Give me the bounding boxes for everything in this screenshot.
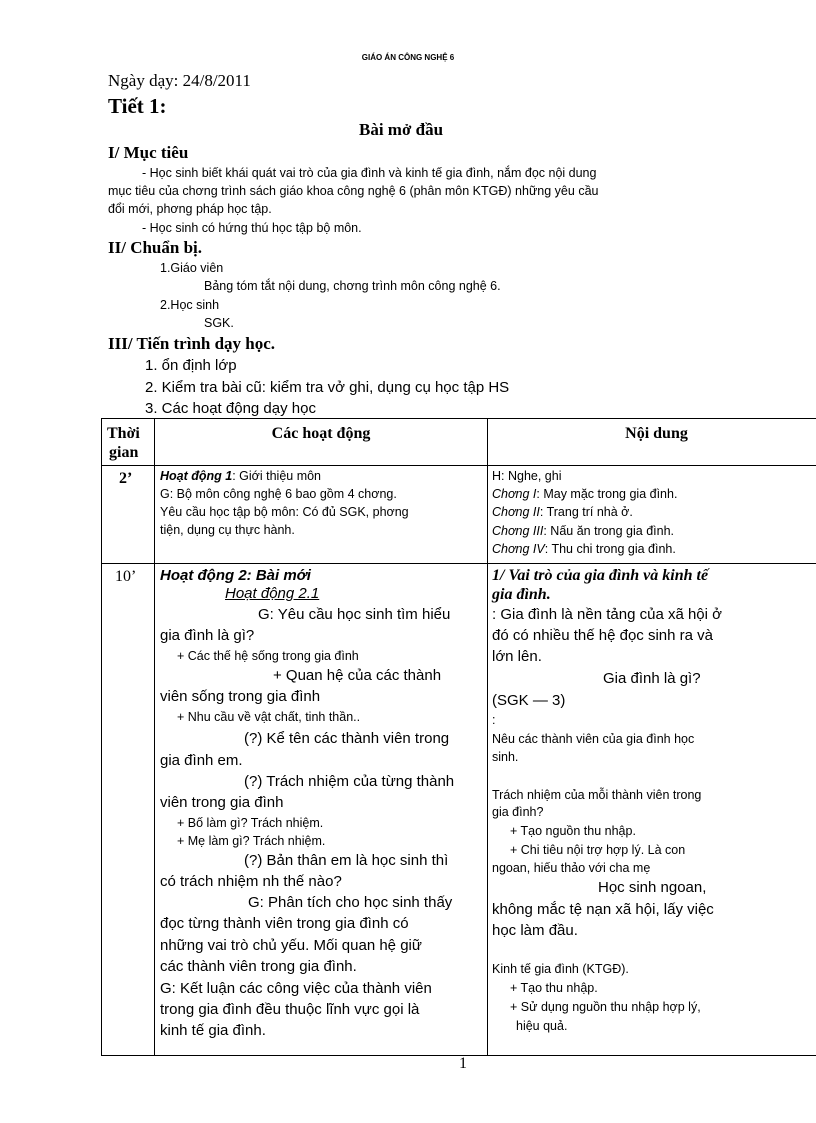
row2-content-line: Học sinh ngoan, (598, 879, 707, 896)
row2-content-line: Nêu các thành viên của gia đình học (492, 732, 695, 746)
lesson-number: Tiết 1: (108, 94, 167, 118)
row1-activity-line: tiện, dụng cụ thực hành. (160, 523, 295, 537)
section-objectives-heading: I/ Mục tiêu (108, 143, 189, 162)
page-number: 1 (459, 1055, 467, 1072)
prep-student-detail: SGK. (204, 316, 234, 330)
table-row (102, 466, 816, 564)
row1-content-line: H: Nghe, ghi (492, 469, 562, 483)
table-header-row (102, 419, 816, 466)
objective-line: mục tiêu của chơng trình sách giáo khoa công nghệ 6 (phân môn KTGĐ) những yêu cầu (108, 184, 599, 198)
header-time-cell (102, 419, 155, 466)
row2-activity-line: gia đình em. (160, 752, 243, 769)
row2-activity-line: viên sống trong gia đình (160, 688, 321, 705)
row2-activity-line: viên trong gia đình (160, 794, 284, 811)
page-header: GIÁO ÁN CÔNG NGHỆ 6 (361, 53, 455, 62)
row2-activity-line: kinh tế gia đình. (160, 1022, 266, 1039)
header-time-label: Thời (107, 425, 140, 442)
row2-activity-cell (155, 564, 488, 1056)
header-content-cell (488, 419, 816, 466)
row2-activity-line: các thành viên trong gia đình. (160, 958, 357, 975)
row2-activity-line: (?) Trách nhiệm của từng thành (244, 773, 455, 790)
row2-time-cell (102, 564, 155, 1056)
row1-activity-line: G: Bộ môn công nghệ 6 bao gồm 4 chơng. (160, 487, 397, 501)
row2-content-line: : (492, 713, 496, 727)
row2-content-line: + Chi tiêu nội trợ hợp lý. Là con (510, 843, 686, 857)
row2-content-line: + Tạo thu nhập. (510, 981, 598, 995)
row2-content-line: + Tạo nguồn thu nhập. (510, 824, 636, 838)
section-preparation-heading: II/ Chuẩn bị. (108, 238, 203, 257)
row1-content-cell (488, 466, 816, 564)
row1-time: 2’ (119, 470, 133, 487)
row2-time: 10’ (115, 568, 137, 585)
row2-activity-line: + Quan hệ của các thành (273, 667, 442, 684)
row2-content-line: Kinh tế gia đình (KTGĐ). (492, 962, 629, 976)
objective-line: - Học sinh biết khái quát vai trò của gia đình và kinh tế gia đình, nắm đọc nội dung (142, 166, 597, 180)
row2-content-line: Trách nhiệm của mỗi thành viên trong (492, 788, 702, 802)
row2-content-line: + Sử dụng nguồn thu nhập hợp lý, (510, 1000, 701, 1014)
process-step: 3. Các hoạt động dạy học (145, 400, 316, 417)
row2-activity-line: G: Kết luận các công việc của thành viên (160, 980, 432, 997)
row2-content-title: 1/ Vai trò của gia đình và kinh tế (492, 567, 709, 584)
process-step: 2. Kiểm tra bài cũ: kiểm tra vở ghi, dụng cụ học tập HS (145, 379, 510, 396)
chapter-item: Chơng IV: Thu chi trong gia đình. (492, 542, 676, 556)
prep-student: 2.Học sinh (160, 298, 220, 312)
row2-activity-line: + Mẹ làm gì? Trách nhiệm. (177, 834, 326, 848)
header-activities-cell (155, 419, 488, 466)
row1-time-cell (102, 466, 155, 564)
teaching-date: Ngày dạy: 24/8/2011 (108, 71, 251, 90)
row2-activity-line: trong gia đình đều thuộc lĩnh vực gọi là (160, 1001, 420, 1018)
row2-content-line: học làm đầu. (492, 922, 578, 939)
row1-activity-cell (155, 466, 488, 564)
header-time-label-2: gian (109, 444, 139, 461)
row2-activity-line: G: Phân tích cho học sinh thấy (248, 894, 453, 911)
row2-content-line: Gia đình là gì? (603, 670, 701, 687)
row2-content-line: sinh. (492, 750, 519, 764)
row2-content-line: hiệu quả. (516, 1019, 568, 1033)
row2-content-line: gia đình? (492, 805, 544, 819)
chapter-item: Chơng I: May mặc trong gia đình. (492, 487, 678, 501)
row2-activity-line: + Bố làm gì? Trách nhiệm. (177, 816, 324, 830)
row2-content-line: : Gia đình là nền tảng của xã hội ở (492, 606, 722, 623)
chapter-item: Chơng II: Trang trí nhà ở. (492, 505, 633, 519)
row2-activity-line: + Nhu cầu về vật chất, tinh thần.. (177, 710, 361, 724)
lesson-title: Bài mở đầu (359, 120, 444, 139)
table-row (102, 564, 816, 1056)
prep-teacher-detail: Bảng tóm tắt nội dung, chơng trình môn công nghệ 6. (204, 279, 501, 293)
lesson-activities-table (101, 418, 816, 1056)
row2-content-title-2: gia đình. (492, 586, 551, 603)
chapter-item: Chơng III: Nấu ăn trong gia đình. (492, 524, 674, 538)
row2-content-cell (488, 564, 816, 1056)
objective-line: đổi mới, phơng pháp học tập. (108, 202, 272, 216)
header-content-label: Nội dung (625, 425, 688, 442)
section-process-heading: III/ Tiến trình dạy học. (108, 334, 276, 353)
row2-activity-subtitle: Hoạt động 2.1 (225, 585, 320, 602)
header-activities-label: Các hoạt động (271, 425, 371, 442)
row2-content-line: ngoan, hiếu thảo với cha mẹ (492, 861, 651, 875)
row2-activity-line: có trách nhiệm nh thế nào? (160, 873, 342, 890)
row2-activity-line: + Các thế hệ sống trong gia đình (177, 649, 359, 663)
row2-activity-line: gia đình là gì? (160, 627, 255, 644)
row2-activity-title: Hoạt động 2: Bài mới (160, 567, 311, 584)
row1-activity-title: Hoạt động 1: Giới thiệu môn (160, 469, 322, 483)
row2-content-line: lớn lên. (492, 648, 542, 665)
row2-activity-line: đọc từng thành viên trong gia đình có (160, 915, 409, 932)
row2-content-line: không mắc tệ nạn xã hội, lấy việc (492, 901, 714, 918)
row2-activity-line: (?) Bản thân em là học sinh thì (244, 852, 449, 869)
objective-line: - Học sinh có hứng thú học tập bộ môn. (142, 221, 362, 235)
prep-teacher: 1.Giáo viên (160, 261, 224, 275)
row2-content-line: đó có nhiều thế hệ đọc sinh ra và (492, 627, 713, 644)
process-step: 1. ổn định lớp (145, 357, 237, 374)
row2-activity-line: G: Yêu cầu học sinh tìm hiểu (258, 606, 451, 623)
row2-content-line: (SGK — 3) (492, 692, 566, 709)
row2-activity-line: những vai trò chủ yếu. Mối quan hệ giữ (160, 937, 422, 954)
row1-activity-line: Yêu cầu học tập bộ môn: Có đủ SGK, phơng (160, 505, 409, 519)
row2-activity-line: (?) Kể tên các thành viên trong (244, 730, 450, 747)
